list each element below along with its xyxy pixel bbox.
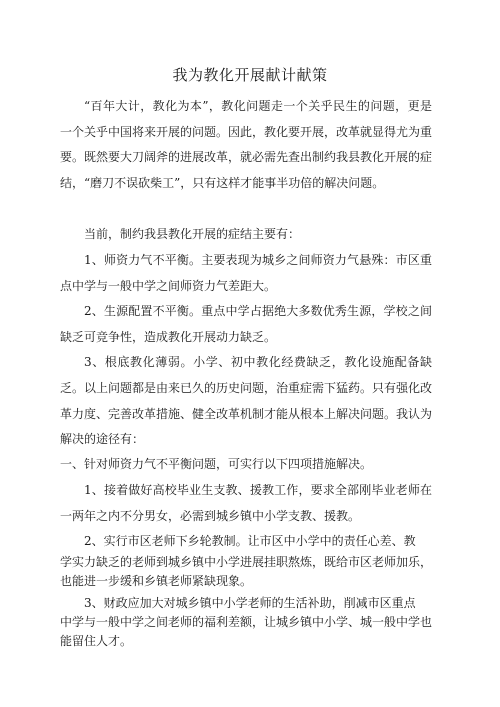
paragraph-solution-lead: 以上问题都是由来已久的历史问题，治重症需下猛药。只有强化改革力度、完善改革措施、健全改革机制才能从根本上解决问题。我认为解决的途径有： (60, 381, 433, 446)
section-heading-1: 一、针对师资力气不平衡问题，可实行以下四项措施解决。 (60, 457, 373, 471)
paragraph-measure-2-start: 2、实行市区老师下乡轮教制。让市区中小学中的责任心差、教 (84, 534, 416, 548)
paragraph-measure-3-start: 3、财政应加大对城乡镇中小学老师的生活补助，削减市区重点 (84, 596, 416, 610)
document-title: 我为教化开展献计献策 (172, 66, 328, 84)
paragraph-measure-2-cont: 学实力缺乏的老师到城乡镇中小学进展挂职熬炼，既给市区老师加乐，也能进一步缓和乡镇老师紧缺现象。 (60, 555, 433, 588)
paragraph-problem-1: 1、师资力气不平衡。主要表现为城乡之间师资力气悬殊：市区重点中学与一般中学之间师资力气差距大。 (60, 253, 432, 293)
paragraph-problem-2: 2、生源配置不平衡。重点中学占据绝大多数优秀生源，学校之间缺乏可竞争性，造成教化开展动力缺乏。 (60, 304, 432, 344)
paragraph-problem-3: 3、根底教化薄弱。小学、初中教化经费缺乏，教化设施配备缺乏。 (60, 355, 432, 395)
paragraph-measure-1: 1、接着做好高校毕业生支教、援教工作，要求全部刚毕业老师在一两年之内不分男女，必需到城乡镇中小学支教、援教。 (60, 483, 432, 523)
paragraph-problems-lead: 当前，制约我县教化开展的症结主要有： (84, 227, 301, 241)
paragraph-measure-3-cont: 中学与一般中学之间老师的福利差额，让城乡镇中小学、城一般中学也能留住人才。 (60, 615, 433, 648)
paragraph-intro: “百年大计，教化为本”，教化问题走一个关乎民生的问题，更是一个关乎中国将来开展的问题。因此，教化要开展，改革就显得尤为重要。既然要大刀阔斧的进展改革，就必需先查出制约我县教化开展的症结，“磨刀不误砍柴工”，只有这样才能事半功倍的解决问题。 (60, 99, 433, 190)
